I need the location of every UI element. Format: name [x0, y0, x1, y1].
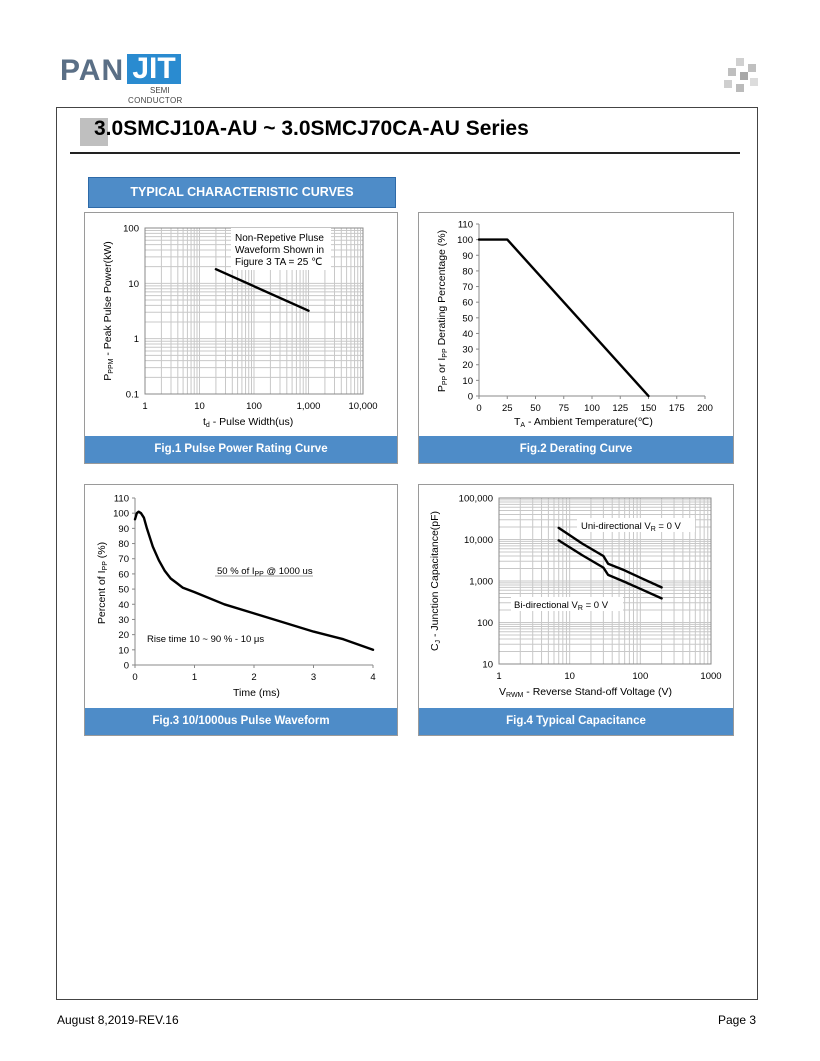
x-tick-label: 3: [310, 672, 317, 683]
annotation-line-3: Figure 3 TA = 25 ℃: [235, 257, 323, 268]
fig1-chart: [85, 213, 397, 437]
fig4-panel: [418, 484, 734, 736]
y-tick-label: 50: [462, 313, 473, 325]
fig4-caption: Fig.4 Typical Capacitance: [419, 708, 733, 735]
x-tick-label: 1: [191, 672, 198, 683]
title-rule: [70, 152, 740, 154]
x-tick-label: 100: [632, 671, 649, 682]
x-tick-label: 4: [370, 672, 376, 683]
x-tick-label: 10: [564, 671, 575, 682]
fig3-caption: Fig.3 10/1000us Pulse Waveform: [85, 708, 397, 735]
y-tick-label: 100: [477, 618, 493, 629]
y-tick-label: 70: [118, 554, 129, 566]
x-tick-label: 1000: [700, 671, 722, 682]
fig3-chart: [85, 485, 397, 709]
fig4-chart: [419, 485, 733, 709]
x-axis-label: td - Pulse Width(us): [203, 416, 294, 429]
y-axis-label: PPPM - Peak Pulse Power(kW): [102, 241, 115, 381]
y-tick-label: 1,000: [469, 576, 493, 588]
footer-page: Page 3: [718, 1013, 757, 1027]
x-tick-label: 1,000: [296, 401, 321, 412]
annotation-half-value: 50 % of $I_{PP}$ @ 1000 us: [217, 566, 313, 578]
series-line-1: [479, 240, 649, 396]
y-tick-label: 100: [113, 508, 129, 520]
logo-semi: SEMI: [150, 86, 170, 95]
annotation-line-2: Waveform Shown in: [235, 245, 325, 256]
x-tick-label: 2: [251, 672, 257, 683]
y-tick-label: 60: [118, 569, 129, 581]
x-tick-label: 0: [132, 672, 138, 683]
series-label-uni: Uni-directional $V_R = 0$ V: [581, 521, 681, 533]
y-tick-label: 70: [462, 282, 473, 294]
x-tick-label: 175: [668, 403, 685, 414]
fig2-panel: [418, 212, 734, 464]
x-tick-label: 10: [194, 401, 205, 412]
footer-date: August 8,2019-REV.16: [57, 1013, 179, 1027]
x-tick-label: 75: [558, 403, 570, 414]
logo-conductor: CONDUCTOR: [128, 96, 183, 105]
annotation-line-1: Non-Repetive Pluse: [235, 233, 324, 244]
x-tick-label: 125: [612, 403, 629, 414]
x-tick-label: 0: [476, 403, 482, 414]
x-tick-label: 100: [246, 401, 262, 412]
page-title: 3.0SMCJ10A-AU ~ 3.0SMCJ70CA-AU Series: [94, 117, 529, 140]
y-tick-label: 10: [128, 278, 139, 290]
y-tick-label: 10: [482, 659, 493, 671]
y-tick-label: 10,000: [463, 535, 493, 546]
y-tick-label: 60: [462, 297, 473, 309]
series-line-1: [559, 528, 662, 588]
x-tick-label: 100: [584, 403, 600, 414]
x-tick-label: 25: [501, 403, 513, 414]
x-tick-label: 1: [142, 401, 148, 412]
y-tick-label: 50: [118, 584, 129, 596]
y-tick-label: 10: [118, 645, 129, 657]
y-tick-label: 0: [467, 391, 473, 403]
x-axis-label: Time (ms): [233, 687, 280, 699]
checker-decoration-icon: [724, 58, 760, 94]
x-tick-label: 1: [496, 671, 502, 682]
y-tick-label: 10: [462, 375, 473, 387]
logo-box: [127, 54, 181, 84]
fig1-caption: Fig.1 Pulse Power Rating Curve: [85, 436, 397, 463]
y-tick-label: 20: [462, 360, 473, 372]
x-tick-label: 200: [697, 403, 713, 414]
y-tick-label: 90: [462, 250, 473, 262]
x-tick-label: 50: [530, 403, 541, 414]
y-tick-label: 80: [462, 266, 473, 278]
y-tick-label: 90: [118, 523, 129, 535]
y-tick-label: 110: [113, 493, 129, 505]
section-heading: TYPICAL CHARACTERISTIC CURVES: [88, 177, 396, 208]
x-axis-label: TA - Ambient Temperature(℃): [514, 416, 653, 429]
annotation-rise-time: Rise time 10 ~ 90 % - 10 μs: [147, 634, 265, 645]
y-tick-label: 0.1: [125, 389, 139, 401]
y-tick-label: 100: [457, 235, 473, 247]
y-tick-label: 30: [118, 614, 129, 626]
series-label-bi: Bi-directional $V_R = 0$ V: [514, 600, 609, 612]
fig1-panel: [84, 212, 398, 464]
y-tick-label: 30: [462, 344, 473, 356]
y-tick-label: 100: [123, 223, 139, 235]
y-tick-label: 80: [118, 539, 129, 551]
y-tick-label: 100,000: [458, 493, 493, 505]
fig2-caption: Fig.2 Derating Curve: [419, 436, 733, 463]
y-axis-label: CJ - Junction Capacitance(pF): [429, 510, 442, 652]
logo-jit: JIT: [132, 52, 176, 85]
x-tick-label: 10,000: [348, 401, 378, 412]
y-axis-label: PPP or IPP Derating Percentage (%): [436, 229, 449, 393]
x-tick-label: 150: [640, 403, 657, 414]
y-tick-label: 40: [118, 599, 129, 611]
y-tick-label: 40: [462, 328, 473, 340]
y-tick-label: 1: [133, 334, 139, 346]
fig3-panel: [84, 484, 398, 736]
logo-text: PAN: [60, 54, 125, 87]
fig2-chart: [419, 213, 733, 437]
y-tick-label: 110: [457, 219, 473, 231]
y-tick-label: 20: [118, 630, 129, 642]
series-line-1: [135, 512, 373, 650]
y-axis-label: Percent of IPP (%): [96, 541, 109, 625]
x-axis-label: VRWM - Reverse Stand-off Voltage (V): [499, 686, 673, 699]
series-line-1: [216, 269, 309, 311]
y-tick-label: 0: [123, 660, 129, 672]
